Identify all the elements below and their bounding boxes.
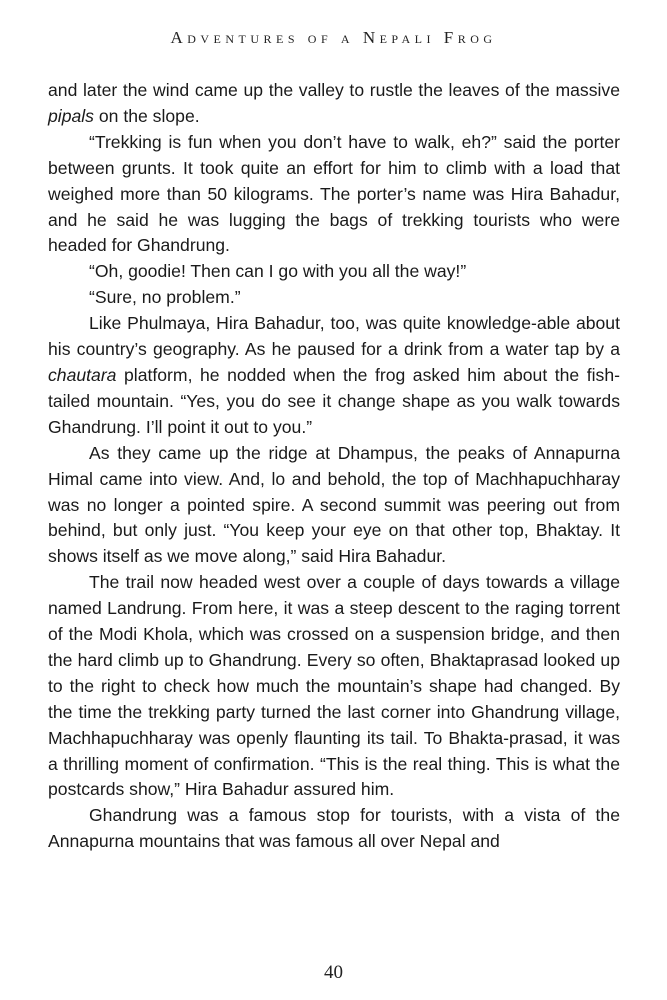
paragraph: “Oh, goodie! Then can I go with you all the way!” [89,261,467,282]
paragraph: Ghandrung was a famous stop for tourists, with a vista of the Annapurna mountains that was famous all over Nepal and [48,805,620,852]
paragraph-continued [48,78,620,130]
italic-term-pipals: pipals [48,105,94,126]
text-run: Like Phulmaya, Hira Bahadur, too, was quite knowledge-able about his country’s geography. As he paused for a drink from a water tap by a [48,313,620,360]
running-head: Adventures of a Nepali Frog [170,28,497,47]
page-number: 40 [324,962,343,983]
paragraph: “Sure, no problem.” [89,287,241,308]
text-run: on the slope. [93,105,200,126]
paragraph: “Trekking is fun when you don’t have to walk, eh?” said the porter between grunts. It took quite an effort for him to climb with a load that weighed more than 50 kilograms. The porter’s name was Hira Bahadur, and he said he was lugging the bags of trekking tourists who were headed for Ghandrung. [48,131,620,256]
paragraph: As they came up the ridge at Dhampus, the peaks of Annapurna Himal came into view. And, lo and behold, the top of Machhapuchharay was no longer a pointed spire. A second summit was peering out from behind, but only just. “You keep your eye on that other top, Bhaktay. It shows itself as we move along,” said Hira Bahadur. [48,442,620,567]
text-run: and later the wind came up the valley to rustle the leaves of the massive [48,80,620,100]
body-text [48,78,620,855]
paragraph [48,311,620,441]
text-run: platform, he nodded when the frog asked him about the fish-tailed mountain. “Yes, you do see it change shape as you walk towards Ghandrung. I’ll point it out to you.” [48,364,620,437]
paragraph: The trail now headed west over a couple of days towards a village named Landrung. From here, it was a steep descent to the raging torrent of the Modi Khola, which was crossed on a suspension bridge, and then the hard climb up to Ghandrung. Every so often, Bhaktaprasad looked up to the right to check how much the mountain’s shape had changed. By the time the trekking party turned the last corner into Ghandrung village, Machhapuchharay was openly flaunting its tail. To Bhakta-prasad, it was a thrilling moment of confirmation. “This is the real thing. This is what the postcards show,” Hira Bahadur assured him. [48,572,620,800]
italic-term-chautara: chautara [48,364,117,385]
